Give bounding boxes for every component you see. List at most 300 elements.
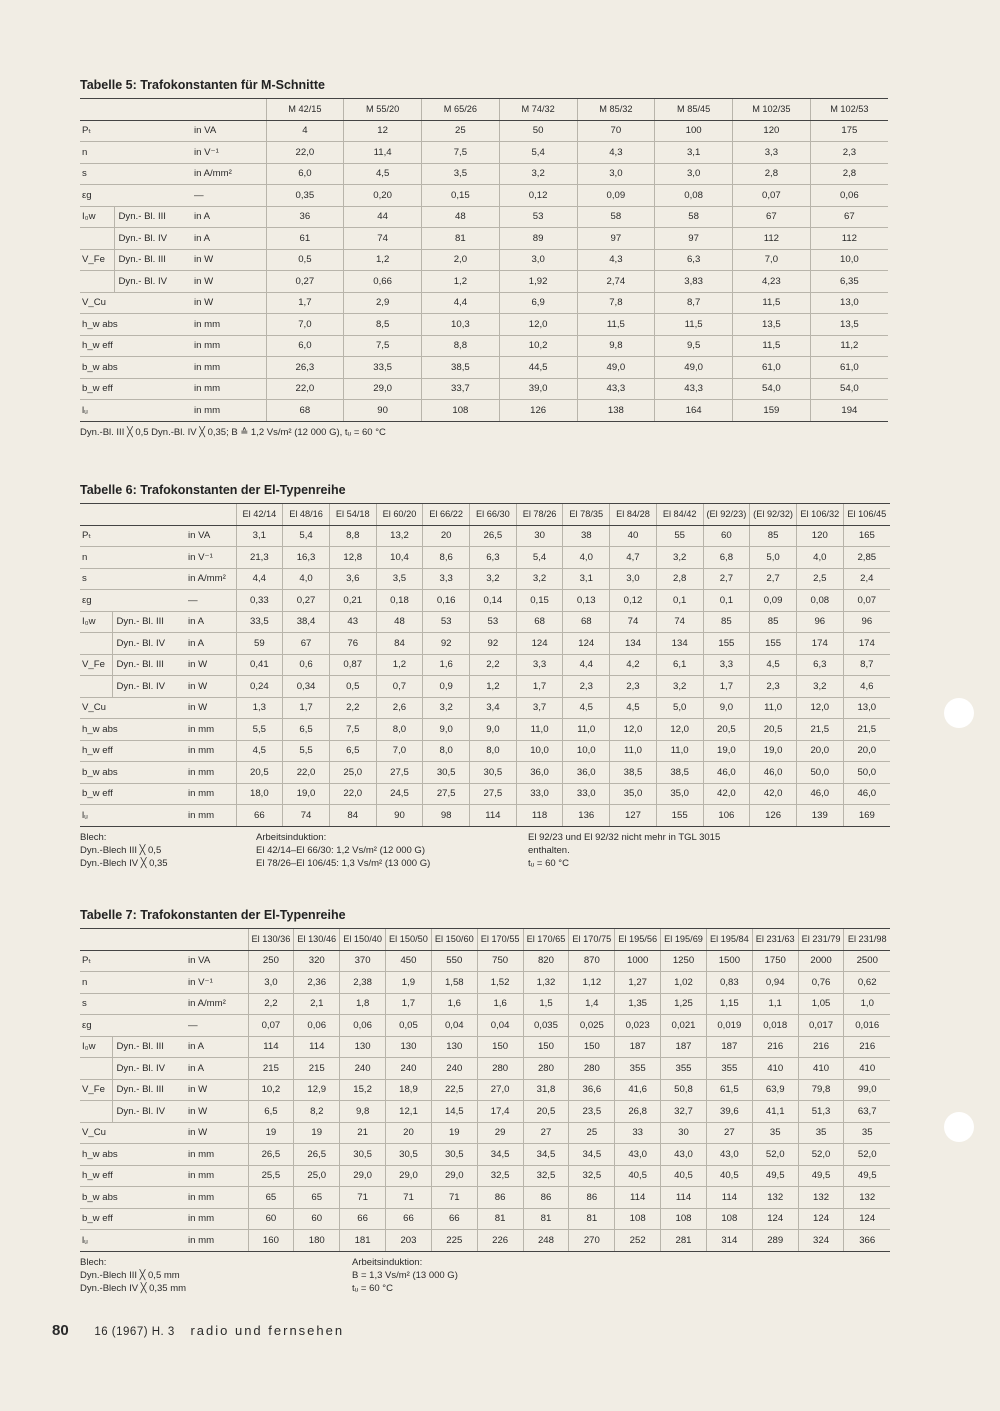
table-cell: 165 bbox=[843, 525, 890, 547]
table-cell: 22,0 bbox=[266, 378, 344, 400]
table-cell: 8,0 bbox=[376, 719, 423, 741]
table-cell: 2,7 bbox=[750, 568, 797, 590]
row-symbol: b_w abs bbox=[80, 1187, 184, 1209]
table-cell: 11,5 bbox=[655, 314, 733, 336]
row-symbol: V_Cu bbox=[80, 697, 184, 719]
table-cell: 9,0 bbox=[470, 719, 517, 741]
note-line: enthalten. bbox=[528, 844, 570, 856]
table-cell: 84 bbox=[376, 633, 423, 655]
table-cell: 89 bbox=[499, 228, 577, 250]
table-cell: 180 bbox=[294, 1230, 340, 1252]
table-cell: 24,5 bbox=[376, 783, 423, 805]
row-symbol: V_Fe bbox=[80, 1079, 112, 1101]
table-cell: 27 bbox=[706, 1122, 752, 1144]
row-unit: in mm bbox=[184, 762, 236, 784]
column-header: M 55/20 bbox=[344, 99, 422, 121]
table-row bbox=[80, 292, 888, 314]
row-symbol bbox=[80, 676, 112, 698]
table-cell: 27 bbox=[523, 1122, 569, 1144]
table-cell: 8,2 bbox=[294, 1101, 340, 1123]
table-cell: 7,8 bbox=[577, 292, 655, 314]
table-cell: 1000 bbox=[615, 950, 661, 972]
table-cell: 126 bbox=[499, 400, 577, 422]
table-cell: 13,0 bbox=[843, 697, 890, 719]
table-row bbox=[80, 314, 888, 336]
row-symbol: I₀w bbox=[80, 1036, 112, 1058]
table-cell: 0,023 bbox=[615, 1015, 661, 1037]
row-symbol: lᵤ bbox=[80, 400, 190, 422]
table-cell: 10,0 bbox=[810, 249, 888, 271]
table-cell: 120 bbox=[733, 120, 811, 142]
row-symbol: lᵤ bbox=[80, 805, 184, 827]
row-subtype: Dyn.- Bl. III bbox=[114, 206, 190, 228]
table-row bbox=[80, 271, 888, 293]
table-cell: 2000 bbox=[798, 950, 844, 972]
row-unit: in VA bbox=[184, 525, 236, 547]
table-cell: 7,5 bbox=[344, 335, 422, 357]
table-cell: 25,0 bbox=[329, 762, 376, 784]
table-cell: 750 bbox=[477, 950, 523, 972]
table-cell: 60 bbox=[248, 1208, 294, 1230]
table-cell: 33,0 bbox=[563, 783, 610, 805]
table-cell: 26,5 bbox=[248, 1144, 294, 1166]
column-header: M 74/32 bbox=[499, 99, 577, 121]
table-cell: 124 bbox=[516, 633, 563, 655]
table-cell: 61 bbox=[266, 228, 344, 250]
row-symbol: b_w abs bbox=[80, 357, 190, 379]
table-cell: 114 bbox=[294, 1036, 340, 1058]
table-cell: 90 bbox=[376, 805, 423, 827]
table-cell: 71 bbox=[431, 1187, 477, 1209]
row-unit: in V⁻¹ bbox=[190, 142, 266, 164]
table-cell: 0,6 bbox=[283, 654, 330, 676]
row-symbol: Pₜ bbox=[80, 525, 184, 547]
table-cell: 175 bbox=[810, 120, 888, 142]
table-cell: 49,0 bbox=[655, 357, 733, 379]
table-cell: 85 bbox=[750, 525, 797, 547]
column-header: El 66/22 bbox=[423, 504, 470, 526]
table-cell: 43,0 bbox=[615, 1144, 661, 1166]
table-cell: 13,0 bbox=[810, 292, 888, 314]
table-cell: 0,017 bbox=[798, 1015, 844, 1037]
page-number: 80 bbox=[52, 1322, 69, 1339]
table-cell: 40 bbox=[610, 525, 657, 547]
table-cell: 240 bbox=[431, 1058, 477, 1080]
table-cell: 4,4 bbox=[236, 568, 283, 590]
row-symbol: h_w eff bbox=[80, 335, 190, 357]
table-cell: 46,0 bbox=[796, 783, 843, 805]
table-cell: 3,0 bbox=[655, 163, 733, 185]
table-6-header-row bbox=[80, 504, 890, 526]
table-cell: 40,5 bbox=[706, 1165, 752, 1187]
issue-info: 16 (1967) H. 3 bbox=[94, 1326, 175, 1338]
table-cell: 1500 bbox=[706, 950, 752, 972]
table-cell: 22,0 bbox=[283, 762, 330, 784]
table-cell: 20 bbox=[423, 525, 470, 547]
table-cell: 9,0 bbox=[423, 719, 470, 741]
table-cell: 8,7 bbox=[843, 654, 890, 676]
table-cell: 114 bbox=[248, 1036, 294, 1058]
note-line: tᵤ = 60 °C bbox=[352, 1282, 393, 1294]
row-unit: in mm bbox=[190, 357, 266, 379]
header-blank bbox=[80, 504, 236, 526]
table-cell: 216 bbox=[844, 1036, 890, 1058]
row-unit: in mm bbox=[184, 740, 236, 762]
table-cell: 0,12 bbox=[499, 185, 577, 207]
table-cell: 169 bbox=[843, 805, 890, 827]
table-cell: 30,5 bbox=[470, 762, 517, 784]
table-cell: 2,7 bbox=[703, 568, 750, 590]
table-cell: 63,9 bbox=[752, 1079, 798, 1101]
row-symbol: Pₜ bbox=[80, 950, 184, 972]
table-cell: 32,5 bbox=[477, 1165, 523, 1187]
table-cell: 820 bbox=[523, 950, 569, 972]
table-cell: 81 bbox=[523, 1208, 569, 1230]
row-unit: — bbox=[184, 1015, 248, 1037]
table-cell: 8,7 bbox=[655, 292, 733, 314]
table-cell: 70 bbox=[577, 120, 655, 142]
table-cell: 114 bbox=[706, 1187, 752, 1209]
table-6-notes bbox=[80, 831, 890, 873]
row-symbol: s bbox=[80, 993, 184, 1015]
table-cell: 203 bbox=[386, 1230, 432, 1252]
table-cell: 20,5 bbox=[703, 719, 750, 741]
column-header: El 231/79 bbox=[798, 929, 844, 951]
table-cell: 71 bbox=[340, 1187, 386, 1209]
row-unit: — bbox=[184, 590, 236, 612]
table-cell: 4,0 bbox=[283, 568, 330, 590]
table-cell: 9,0 bbox=[703, 697, 750, 719]
table-cell: 54,0 bbox=[810, 378, 888, 400]
table-cell: 7,0 bbox=[733, 249, 811, 271]
table-cell: 99,0 bbox=[844, 1079, 890, 1101]
table-cell: 34,5 bbox=[523, 1144, 569, 1166]
table-cell: 32,7 bbox=[661, 1101, 707, 1123]
table-cell: 0,06 bbox=[810, 185, 888, 207]
table-row bbox=[80, 762, 890, 784]
table-cell: 20,0 bbox=[843, 740, 890, 762]
table-cell: 0,20 bbox=[344, 185, 422, 207]
table-cell: 11,2 bbox=[810, 335, 888, 357]
column-header: El 84/28 bbox=[610, 504, 657, 526]
table-cell: 96 bbox=[796, 611, 843, 633]
table-cell: 240 bbox=[340, 1058, 386, 1080]
table-cell: 68 bbox=[563, 611, 610, 633]
table-cell: 3,3 bbox=[703, 654, 750, 676]
table-cell: 0,7 bbox=[376, 676, 423, 698]
row-unit: in V⁻¹ bbox=[184, 547, 236, 569]
table-cell: 0,5 bbox=[266, 249, 344, 271]
table-cell: 48 bbox=[376, 611, 423, 633]
table-cell: 187 bbox=[706, 1036, 752, 1058]
table-cell: 1,25 bbox=[661, 993, 707, 1015]
table-cell: 63,7 bbox=[844, 1101, 890, 1123]
table-cell: 10,4 bbox=[376, 547, 423, 569]
table-cell: 52,0 bbox=[844, 1144, 890, 1166]
table-cell: 0,21 bbox=[329, 590, 376, 612]
table-cell: 19,0 bbox=[750, 740, 797, 762]
column-header: El 170/65 bbox=[523, 929, 569, 951]
table-cell: 25 bbox=[569, 1122, 615, 1144]
note-line: Dyn.-Blech IV ╳ 0,35 mm bbox=[80, 1282, 187, 1294]
note-line: B = 1,3 Vs/m² (13 000 G) bbox=[352, 1269, 458, 1281]
table-cell: 44,5 bbox=[499, 357, 577, 379]
table-cell: 29 bbox=[477, 1122, 523, 1144]
table-cell: 5,0 bbox=[656, 697, 703, 719]
table-cell: 194 bbox=[810, 400, 888, 422]
row-unit: in mm bbox=[184, 783, 236, 805]
table-cell: 25 bbox=[422, 120, 500, 142]
table-cell: 1,2 bbox=[376, 654, 423, 676]
row-symbol: b_w eff bbox=[80, 1208, 184, 1230]
table-7-title: Tabelle 7: Trafokonstanten der El-Typenreihe bbox=[80, 908, 346, 922]
table-cell: 2,5 bbox=[796, 568, 843, 590]
table-cell: 314 bbox=[706, 1230, 752, 1252]
table-cell: 3,6 bbox=[329, 568, 376, 590]
row-symbol: h_w abs bbox=[80, 314, 190, 336]
table-row bbox=[80, 611, 890, 633]
table-cell: 68 bbox=[516, 611, 563, 633]
table-row bbox=[80, 676, 890, 698]
table-cell: 410 bbox=[798, 1058, 844, 1080]
table-row bbox=[80, 1165, 890, 1187]
table-cell: 40,5 bbox=[615, 1165, 661, 1187]
note-line: Blech: bbox=[80, 1256, 107, 1268]
table-cell: 4,5 bbox=[236, 740, 283, 762]
row-symbol: h_w eff bbox=[80, 740, 184, 762]
table-cell: 450 bbox=[386, 950, 432, 972]
table-cell: 2,8 bbox=[733, 163, 811, 185]
table-cell: 106 bbox=[703, 805, 750, 827]
table-cell: 6,5 bbox=[329, 740, 376, 762]
table-row bbox=[80, 1144, 890, 1166]
table-row bbox=[80, 1187, 890, 1209]
table-cell: 280 bbox=[569, 1058, 615, 1080]
table-5-body bbox=[80, 120, 888, 421]
table-cell: 4,4 bbox=[563, 654, 610, 676]
row-subtype: Dyn.- Bl. IV bbox=[114, 271, 190, 293]
table-cell: 0,62 bbox=[844, 972, 890, 994]
table-cell: 50 bbox=[499, 120, 577, 142]
table-cell: 5,5 bbox=[236, 719, 283, 741]
table-cell: 81 bbox=[477, 1208, 523, 1230]
note-line: Dyn.-Blech III ╳ 0,5 bbox=[80, 844, 162, 856]
table-cell: 7,0 bbox=[376, 740, 423, 762]
table-cell: 4,0 bbox=[796, 547, 843, 569]
column-header: El 195/69 bbox=[661, 929, 707, 951]
table-cell: 19,0 bbox=[283, 783, 330, 805]
column-header: El 231/63 bbox=[752, 929, 798, 951]
table-cell: 1,6 bbox=[477, 993, 523, 1015]
row-symbol: h_w abs bbox=[80, 1144, 184, 1166]
table-cell: 130 bbox=[386, 1036, 432, 1058]
table-cell: 1,7 bbox=[266, 292, 344, 314]
table-cell: 13,2 bbox=[376, 525, 423, 547]
table-cell: 30 bbox=[661, 1122, 707, 1144]
table-cell: 38,5 bbox=[422, 357, 500, 379]
table-cell: 0,035 bbox=[523, 1015, 569, 1037]
row-symbol: Pₜ bbox=[80, 120, 190, 142]
table-cell: 7,5 bbox=[329, 719, 376, 741]
table-cell: 5,4 bbox=[499, 142, 577, 164]
table-cell: 4,5 bbox=[344, 163, 422, 185]
table-cell: 1,2 bbox=[470, 676, 517, 698]
table-5-title: Tabelle 5: Trafokonstanten für M-Schnitte bbox=[80, 78, 325, 92]
row-symbol: b_w eff bbox=[80, 783, 184, 805]
table-cell: 4,23 bbox=[733, 271, 811, 293]
table-cell: 0,025 bbox=[569, 1015, 615, 1037]
table-cell: 16,3 bbox=[283, 547, 330, 569]
table-cell: 174 bbox=[796, 633, 843, 655]
table-cell: 3,5 bbox=[422, 163, 500, 185]
table-cell: 1,5 bbox=[523, 993, 569, 1015]
row-symbol: V_Cu bbox=[80, 292, 190, 314]
table-cell: 2,38 bbox=[340, 972, 386, 994]
column-header: El 78/35 bbox=[563, 504, 610, 526]
note-line: tᵤ = 60 °C bbox=[528, 857, 569, 869]
table-6 bbox=[80, 503, 890, 827]
table-cell: 1,58 bbox=[431, 972, 477, 994]
table-cell: 9,8 bbox=[340, 1101, 386, 1123]
column-header: El 231/98 bbox=[844, 929, 890, 951]
table-cell: 2,2 bbox=[470, 654, 517, 676]
row-subtype: Dyn.- Bl. IV bbox=[112, 1101, 184, 1123]
table-cell: 35 bbox=[752, 1122, 798, 1144]
table-row bbox=[80, 1079, 890, 1101]
table-cell: 97 bbox=[577, 228, 655, 250]
row-unit: in W bbox=[184, 676, 236, 698]
row-symbol: V_Fe bbox=[80, 654, 112, 676]
table-cell: 215 bbox=[294, 1058, 340, 1080]
table-cell: 17,4 bbox=[477, 1101, 523, 1123]
table-cell: 12,0 bbox=[796, 697, 843, 719]
table-cell: 0,08 bbox=[655, 185, 733, 207]
row-unit: in A/mm² bbox=[184, 993, 248, 1015]
table-cell: 58 bbox=[655, 206, 733, 228]
table-cell: 2,0 bbox=[422, 249, 500, 271]
table-cell: 114 bbox=[615, 1187, 661, 1209]
row-subtype: Dyn.- Bl. III bbox=[112, 654, 184, 676]
table-cell: 53 bbox=[423, 611, 470, 633]
row-subtype: Dyn.- Bl. III bbox=[112, 611, 184, 633]
table-cell: 11,5 bbox=[733, 292, 811, 314]
table-row bbox=[80, 1230, 890, 1252]
table-6-notes-col-2 bbox=[256, 831, 430, 870]
table-cell: 20,0 bbox=[796, 740, 843, 762]
table-cell: 59 bbox=[236, 633, 283, 655]
table-cell: 86 bbox=[569, 1187, 615, 1209]
table-cell: 0,13 bbox=[563, 590, 610, 612]
table-row bbox=[80, 740, 890, 762]
row-symbol: n bbox=[80, 142, 190, 164]
table-cell: 74 bbox=[610, 611, 657, 633]
table-cell: 27,5 bbox=[423, 783, 470, 805]
table-cell: 2,9 bbox=[344, 292, 422, 314]
table-cell: 2,3 bbox=[563, 676, 610, 698]
table-cell: 550 bbox=[431, 950, 477, 972]
table-cell: 39,0 bbox=[499, 378, 577, 400]
table-cell: 216 bbox=[798, 1036, 844, 1058]
table-cell: 34,5 bbox=[477, 1144, 523, 1166]
row-unit: in mm bbox=[190, 378, 266, 400]
table-cell: 11,0 bbox=[516, 719, 563, 741]
table-row bbox=[80, 568, 890, 590]
table-cell: 41,1 bbox=[752, 1101, 798, 1123]
row-unit: in A bbox=[184, 633, 236, 655]
table-cell: 66 bbox=[340, 1208, 386, 1230]
table-6-notes-col-1 bbox=[80, 831, 168, 870]
row-symbol bbox=[80, 1058, 112, 1080]
table-row bbox=[80, 783, 890, 805]
table-cell: 870 bbox=[569, 950, 615, 972]
table-cell: 126 bbox=[750, 805, 797, 827]
table-cell: 114 bbox=[661, 1187, 707, 1209]
table-cell: 0,87 bbox=[329, 654, 376, 676]
table-cell: 100 bbox=[655, 120, 733, 142]
column-header: El 54/18 bbox=[329, 504, 376, 526]
row-symbol: εg bbox=[80, 590, 184, 612]
table-cell: 3,4 bbox=[470, 697, 517, 719]
table-cell: 12,0 bbox=[656, 719, 703, 741]
table-cell: 12,0 bbox=[610, 719, 657, 741]
table-cell: 85 bbox=[703, 611, 750, 633]
row-symbol: V_Fe bbox=[80, 249, 114, 271]
table-cell: 60 bbox=[703, 525, 750, 547]
table-cell: 11,0 bbox=[610, 740, 657, 762]
table-cell: 11,0 bbox=[563, 719, 610, 741]
row-symbol bbox=[80, 271, 114, 293]
table-cell: 7,5 bbox=[422, 142, 500, 164]
row-subtype: Dyn.- Bl. IV bbox=[114, 228, 190, 250]
table-cell: 118 bbox=[516, 805, 563, 827]
table-row bbox=[80, 654, 890, 676]
table-cell: 38,5 bbox=[656, 762, 703, 784]
table-cell: 12,8 bbox=[329, 547, 376, 569]
table-cell: 19,0 bbox=[703, 740, 750, 762]
row-unit: in mm bbox=[184, 805, 236, 827]
table-cell: 26,8 bbox=[615, 1101, 661, 1123]
table-cell: 19 bbox=[294, 1122, 340, 1144]
row-symbol: V_Cu bbox=[80, 1122, 184, 1144]
table-cell: 2,1 bbox=[294, 993, 340, 1015]
table-cell: 61,0 bbox=[733, 357, 811, 379]
table-cell: 48 bbox=[422, 206, 500, 228]
table-row bbox=[80, 1036, 890, 1058]
table-cell: 0,021 bbox=[661, 1015, 707, 1037]
table-cell: 60 bbox=[294, 1208, 340, 1230]
table-cell: 124 bbox=[563, 633, 610, 655]
table-cell: 139 bbox=[796, 805, 843, 827]
table-cell: 164 bbox=[655, 400, 733, 422]
table-cell: 38 bbox=[563, 525, 610, 547]
table-cell: 1,52 bbox=[477, 972, 523, 994]
table-cell: 35 bbox=[844, 1122, 890, 1144]
column-header: El 195/56 bbox=[615, 929, 661, 951]
table-cell: 8,0 bbox=[423, 740, 470, 762]
table-cell: 43 bbox=[329, 611, 376, 633]
table-row bbox=[80, 993, 890, 1015]
table-cell: 96 bbox=[843, 611, 890, 633]
table-cell: 0,1 bbox=[703, 590, 750, 612]
table-cell: 10,0 bbox=[516, 740, 563, 762]
table-cell: 49,5 bbox=[752, 1165, 798, 1187]
table-cell: 3,2 bbox=[499, 163, 577, 185]
table-cell: 35,0 bbox=[610, 783, 657, 805]
table-cell: 33,7 bbox=[422, 378, 500, 400]
table-cell: 3,0 bbox=[610, 568, 657, 590]
table-cell: 1,32 bbox=[523, 972, 569, 994]
table-cell: 49,0 bbox=[577, 357, 655, 379]
